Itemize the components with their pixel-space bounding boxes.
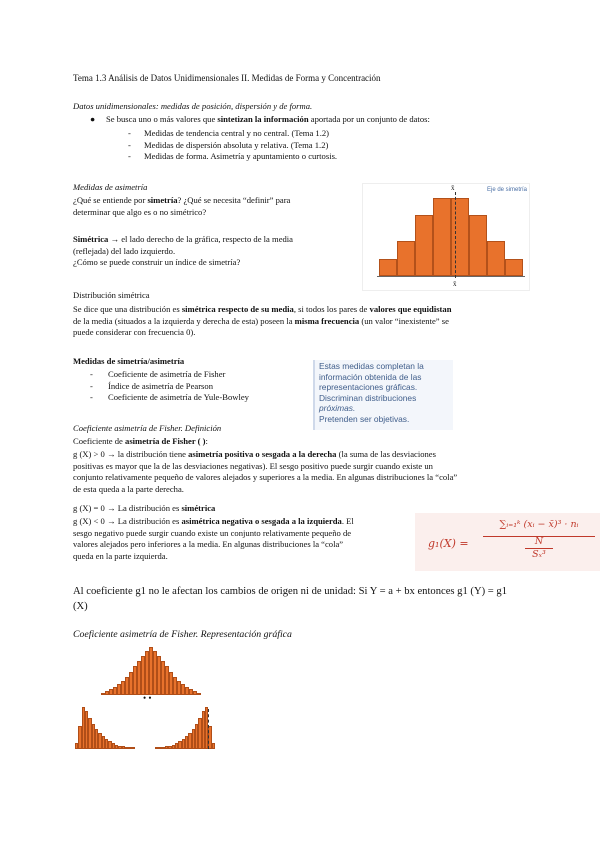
nota-origen-unidad	[73, 585, 507, 615]
list-item: - Medidas de tendencia central y no central. (Tema 1.2)	[128, 128, 337, 140]
medidas-list	[128, 128, 337, 163]
mean-label-top: x̄	[451, 184, 455, 192]
histogram-bar	[505, 259, 523, 276]
d-l1-mid: , si todos los pares de	[293, 304, 370, 314]
d-l2-pre: de la media (situados a la izquierda y derecha de esta) poseen la	[73, 315, 295, 326]
histogram-bar	[415, 215, 433, 276]
q1-pre: ¿Qué se entiende por	[73, 195, 148, 205]
neg-post: . El	[341, 516, 354, 526]
neg-l3: valores alejados pero inferiores a la media. En algunas distribuciones la “cola”	[73, 539, 344, 550]
bullet-dot: ●	[90, 114, 96, 124]
x-axis	[377, 276, 525, 277]
sim-bold: Simétrica	[73, 234, 109, 244]
histogram-bar	[487, 241, 505, 276]
right-skew-histogram	[75, 707, 135, 749]
list-item: - Medidas de forma. Asimetría y apuntamiento o curtosis.	[128, 151, 337, 163]
pos-bold: asimetría positiva o sesgada a la derecha	[188, 449, 337, 459]
d-l2-b: misma frecuencia	[294, 315, 360, 326]
pos-label: g (X) > 0 →	[73, 449, 118, 459]
neg-bold: asimétrica negativa o sesgada a la izquierda	[181, 516, 342, 526]
pos-l3: conjunto relativamente pequeño de valores alejados y superiores a la media. En algunas distribuciones la “cola”	[73, 472, 458, 483]
histogram-bars	[379, 194, 523, 276]
page-title: Tema 1.3 Análisis de Datos Unidimensionales II. Medidas de Forma y Concentración	[73, 73, 381, 83]
note-line: información obtenida de las	[319, 371, 422, 382]
section-heading-medidas: Medidas de simetría/asimetría	[73, 356, 185, 366]
fisher-formula	[415, 513, 600, 571]
section-heading-grafica: Coeficiente asimetría de Fisher. Representación gráfica	[73, 629, 292, 640]
symmetry-axis	[455, 192, 456, 278]
pos-post: (la suma de las desviaciones	[336, 449, 436, 459]
sim-line2: (reflejada) del lado izquierdo.	[73, 245, 176, 256]
histogram-bar	[397, 241, 415, 276]
section-heading-distribucion: Distribución simétrica	[73, 290, 150, 300]
bullet-text-pre: Se busca uno o más valores que	[105, 114, 218, 124]
note-line: Estas medidas completan la	[319, 361, 424, 371]
list-item: - Coeficiente de asimetría de Yule-Bowley	[90, 392, 249, 404]
histogram-bar	[433, 198, 451, 276]
section-heading-datos: Datos unidimensionales: medidas de posición, dispersión y de forma.	[73, 101, 313, 111]
formula-denominator-s: Sₓ³	[532, 549, 546, 560]
legend-eje-simetria: Eje de simetría	[487, 187, 528, 193]
histogram-bar	[379, 259, 397, 276]
pos-l4: de esta queda a la parte derecha.	[73, 483, 184, 494]
formula-lhs: g₁(X) =	[428, 537, 469, 550]
bullet-text-bold: sintetizan la información	[217, 114, 309, 124]
histogram-bar	[469, 215, 487, 276]
zero-label: g (X) = 0 →	[73, 503, 118, 513]
note-line: Pretenden ser objetivas.	[319, 413, 410, 424]
formula-denominator-n: N	[534, 536, 544, 547]
list-item: - Medidas de dispersión absoluta y relativa. (Tema 1.2)	[128, 140, 337, 152]
note-line: representaciones gráficas.	[319, 382, 418, 392]
skewness-histograms	[73, 645, 218, 750]
q1-post: ? ¿Qué se necesita “definir” para	[177, 195, 291, 205]
d-l2-post: (un valor “inexistente” se	[359, 315, 449, 326]
d-l3: puede considerar con frecuencia 0).	[73, 327, 196, 338]
q1-line2: determinar que algo es o no simétrico?	[73, 206, 207, 217]
coef-pre: Coeficiente de	[73, 436, 126, 446]
fisher-coef-line	[73, 436, 208, 448]
d-l1-b1: simétrica respecto de su media	[181, 304, 294, 314]
simetrica-definition	[73, 234, 293, 269]
bullet-sintetizan	[90, 114, 430, 126]
neg-label: g (X) < 0 →	[73, 516, 118, 526]
small-histogram-bar	[132, 747, 135, 749]
symmetric-histogram	[362, 183, 530, 291]
nota-l1: Al coeficiente g1 no le afectan los cambios de origen ni de unidad: Si Y = a + bx entonces g1 (Y) = g1	[73, 586, 507, 597]
zero-bold: simétrica	[181, 503, 216, 513]
q1-bold: simetría	[147, 195, 178, 205]
top-dots: • •	[143, 693, 152, 703]
distribucion-text	[73, 304, 452, 339]
sim-rest: → el lado derecho de la gráfica, respecto de la media	[108, 234, 294, 244]
left-skew-histogram	[155, 707, 215, 749]
zero-pre: La distribución es	[117, 503, 182, 513]
fisher-zero	[73, 503, 215, 515]
section-heading-fisher: Coeficiente asimetría de Fisher. Definición	[73, 423, 222, 433]
coef-bold: asimetría de Fisher ( )	[125, 436, 206, 446]
mean-marker	[208, 709, 209, 749]
sim-line3: ¿Cómo se puede construir un índice de simetría?	[73, 257, 241, 268]
small-histogram-bar	[197, 693, 201, 695]
coef-post: :	[205, 436, 208, 446]
note-box	[313, 360, 453, 430]
pos-l2: positivas es mayor que la de las desviaciones negativas). El sesgo positivo puede surgir cuando existe un	[73, 460, 433, 471]
fisher-positive	[73, 449, 457, 495]
fisher-negative	[73, 516, 354, 562]
pos-pre: la distribución tiene	[117, 449, 189, 459]
formula-numerator: ∑ᵢ₌₁ᵏ (xᵢ − x̄)³ · nᵢ	[499, 519, 579, 530]
neg-l2: sesgo negativo puede surgir cuando existe un conjunto relativamente pequeño de	[73, 527, 352, 538]
note-line: Discriminan distribuciones	[319, 392, 417, 403]
neg-pre: La distribución es	[117, 516, 182, 526]
nota-l2: (X)	[73, 600, 88, 612]
histogram-bar	[451, 198, 469, 276]
list-item: - Índice de asimetría de Pearson	[90, 381, 249, 393]
mean-label-bottom: x̄	[453, 280, 457, 288]
small-histogram-bar	[212, 743, 215, 749]
section-heading-asimetria: Medidas de asimetría	[73, 182, 148, 192]
neg-l4: queda en la parte izquierda.	[73, 550, 168, 561]
bullet-text-post: aportada por un conjunto de datos:	[308, 114, 430, 124]
list-item: - Coeficiente de asimetría de Fisher	[90, 369, 249, 381]
medidas-asimetria-list	[90, 369, 249, 404]
question-simetria	[73, 195, 290, 218]
d-l1-pre: Se dice que una distribución es	[73, 304, 182, 314]
symmetric-small-histogram	[101, 647, 201, 695]
d-l1-b2: valores que equidistan	[369, 304, 452, 314]
note-line: próximas.	[319, 403, 356, 413]
